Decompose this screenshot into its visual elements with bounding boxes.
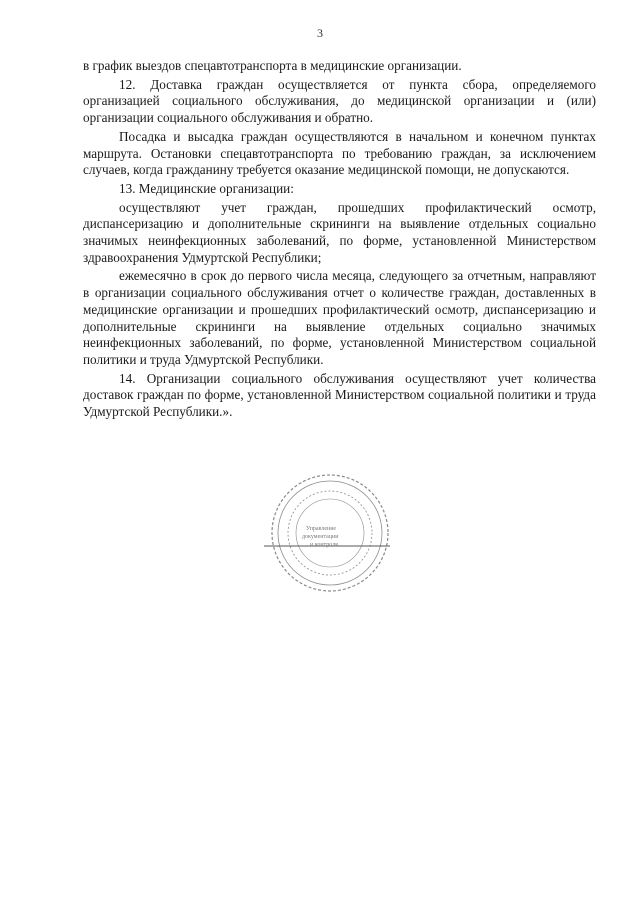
seal-line-3: и контроля	[310, 542, 338, 548]
paragraph-continuation: в график выездов спецавтотранспорта в медицинские организации.	[83, 58, 462, 73]
paragraph-boarding-rules: Посадка и высадка граждан осуществляются в начальном и конечном пунктах маршрута. Остановки спецавтотранспорта по требованию граждан, за исключением случаев, когда гражданину требуется оказание медицинской помощи, не допускаются.	[83, 128, 596, 178]
official-seal-stamp	[262, 470, 392, 600]
paragraph-item-13: 13. Медицинские организации:	[119, 180, 294, 196]
document-body	[83, 58, 596, 423]
seal-line-1: Управление	[306, 526, 337, 532]
page-number: 3	[317, 26, 323, 40]
paragraph-accounting: осуществляют учет граждан, прошедших профилактический осмотр, диспансеризацию и дополнительные скрининги на выявление отдельных социально значимых неинфекционных заболеваний, по форме, установленной Министерством здравоохранения Удмуртской Республики;	[83, 199, 596, 265]
paragraph-item-12: 12. Доставка граждан осуществляется от пункта сбора, определяемого организацией социального обслуживания, до медицинской организации и (или) организации социального обслуживания и обратно.	[83, 76, 596, 126]
seal-line-2: документации	[302, 534, 339, 540]
paragraph-monthly-report: ежемесячно в срок до первого числа месяца, следующего за отчетным, направляют в организации социального обслуживания отчет о количестве граждан, доставленных в медицинские организации и прошедших профилактический осмотр, диспансеризацию и дополнительные скрининги на выявление отдельных социально значимых неинфекционных заболеваний, по форме, установленной Министерством социальной политики и труда Удмуртской Республики.	[83, 268, 596, 367]
paragraph-item-14: 14. Организации социального обслуживания осуществляют учет количества доставок граждан по форме, установленной Министерством социальной политики и труда Удмуртской Республики.».	[83, 370, 596, 420]
seal-graphic	[262, 470, 392, 600]
